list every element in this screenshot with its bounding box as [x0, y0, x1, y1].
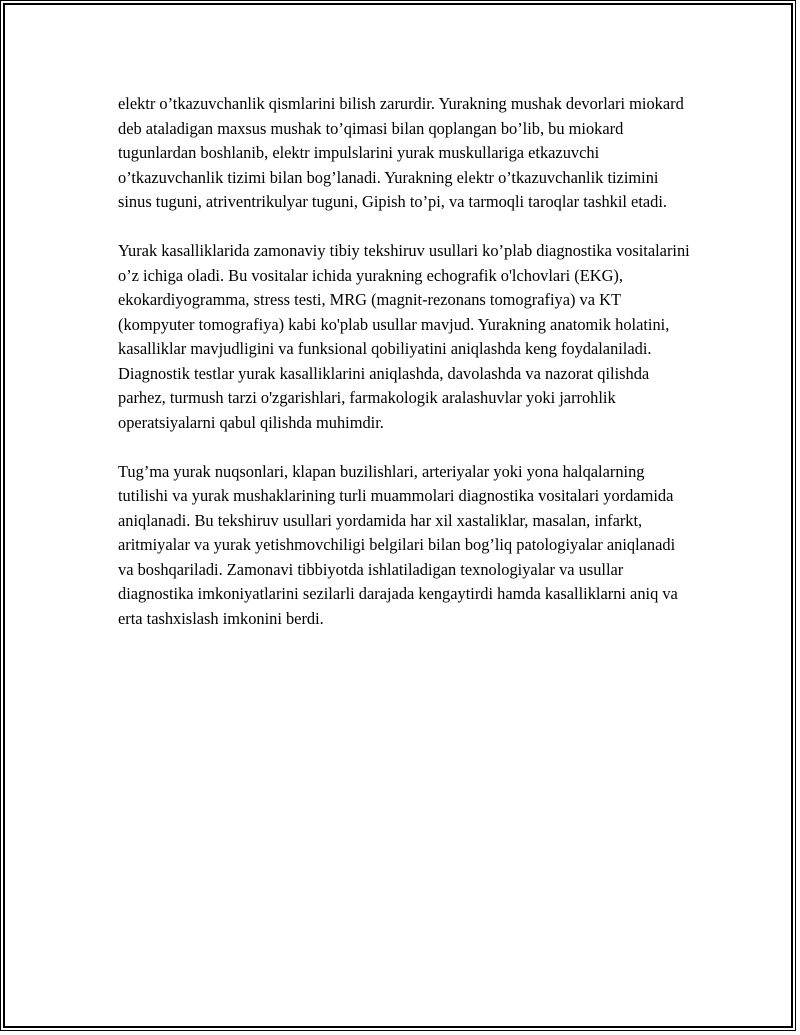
document-body — [118, 92, 693, 656]
paragraph-1: elektr o’tkazuvchanlik qismlarini bilish zarurdir. Yurakning mushak devorlari miokard deb ataladigan maxsus mushak to’qimasi bilan qoplangan bo’lib, bu miokard tugunlardan boshlanib, elektr impulslarini yurak muskullariga etkazuvchi o’tkazuvchanlik tizimi bilan bog’lanadi. Yurakning elektr o’tkazuvchanlik tizimini sinus tuguni, atriventrikulyar tuguni, Gipish to’pi, va tarmoqli taroqlar tashkil etadi. — [118, 94, 684, 211]
paragraph-3: Tug’ma yurak nuqsonlari, klapan buzilishlari, arteriyalar yoki yona halqalarning tutilishi va yurak mushaklarining turli muammolari diagnostika vositalari yordamida aniqlanadi. Bu tekshiruv usullari yordamida har xil xastaliklar, masalan, infarkt, aritmiyalar va yurak yetishmovchiligi belgilari bilan bog’liq patologiyalar aniqlanadi va boshqariladi. Zamonavi tibbiyotda ishlatiladigan texnologiyalar va usullar diagnostika imkoniyatlarini sezilarli darajada kengaytirdi hamda kasalliklarni aniq va erta tashxislash imkonini berdi. — [118, 461, 678, 628]
paragraph-2: Yurak kasalliklarida zamonaviy tibiy tekshiruv usullari ko’plab diagnostika vositalarini o’z ichiga oladi. Bu vositalar ichida yurakning echografik o'lchovlari (EKG), ekokardiyogramma, stress testi, MRG (magnit-rezonans tomografiya) va KT (kompyuter tomografiya) kabi ko'plab usullar mavjud. Yurakning anatomik holatini, kasalliklar mavjudligini va funksional qobiliyatini aniqlashda keng foydalaniladi. Diagnostik testlar yurak kasalliklarini aniqlashda, davolashda va nazorat qilishda parhez, turmush tarzi o'zgarishlari, farmakologik aralashuvlar yoki jarrohlik operatsiyalarni qabul qilishda muhimdir. — [118, 241, 690, 432]
